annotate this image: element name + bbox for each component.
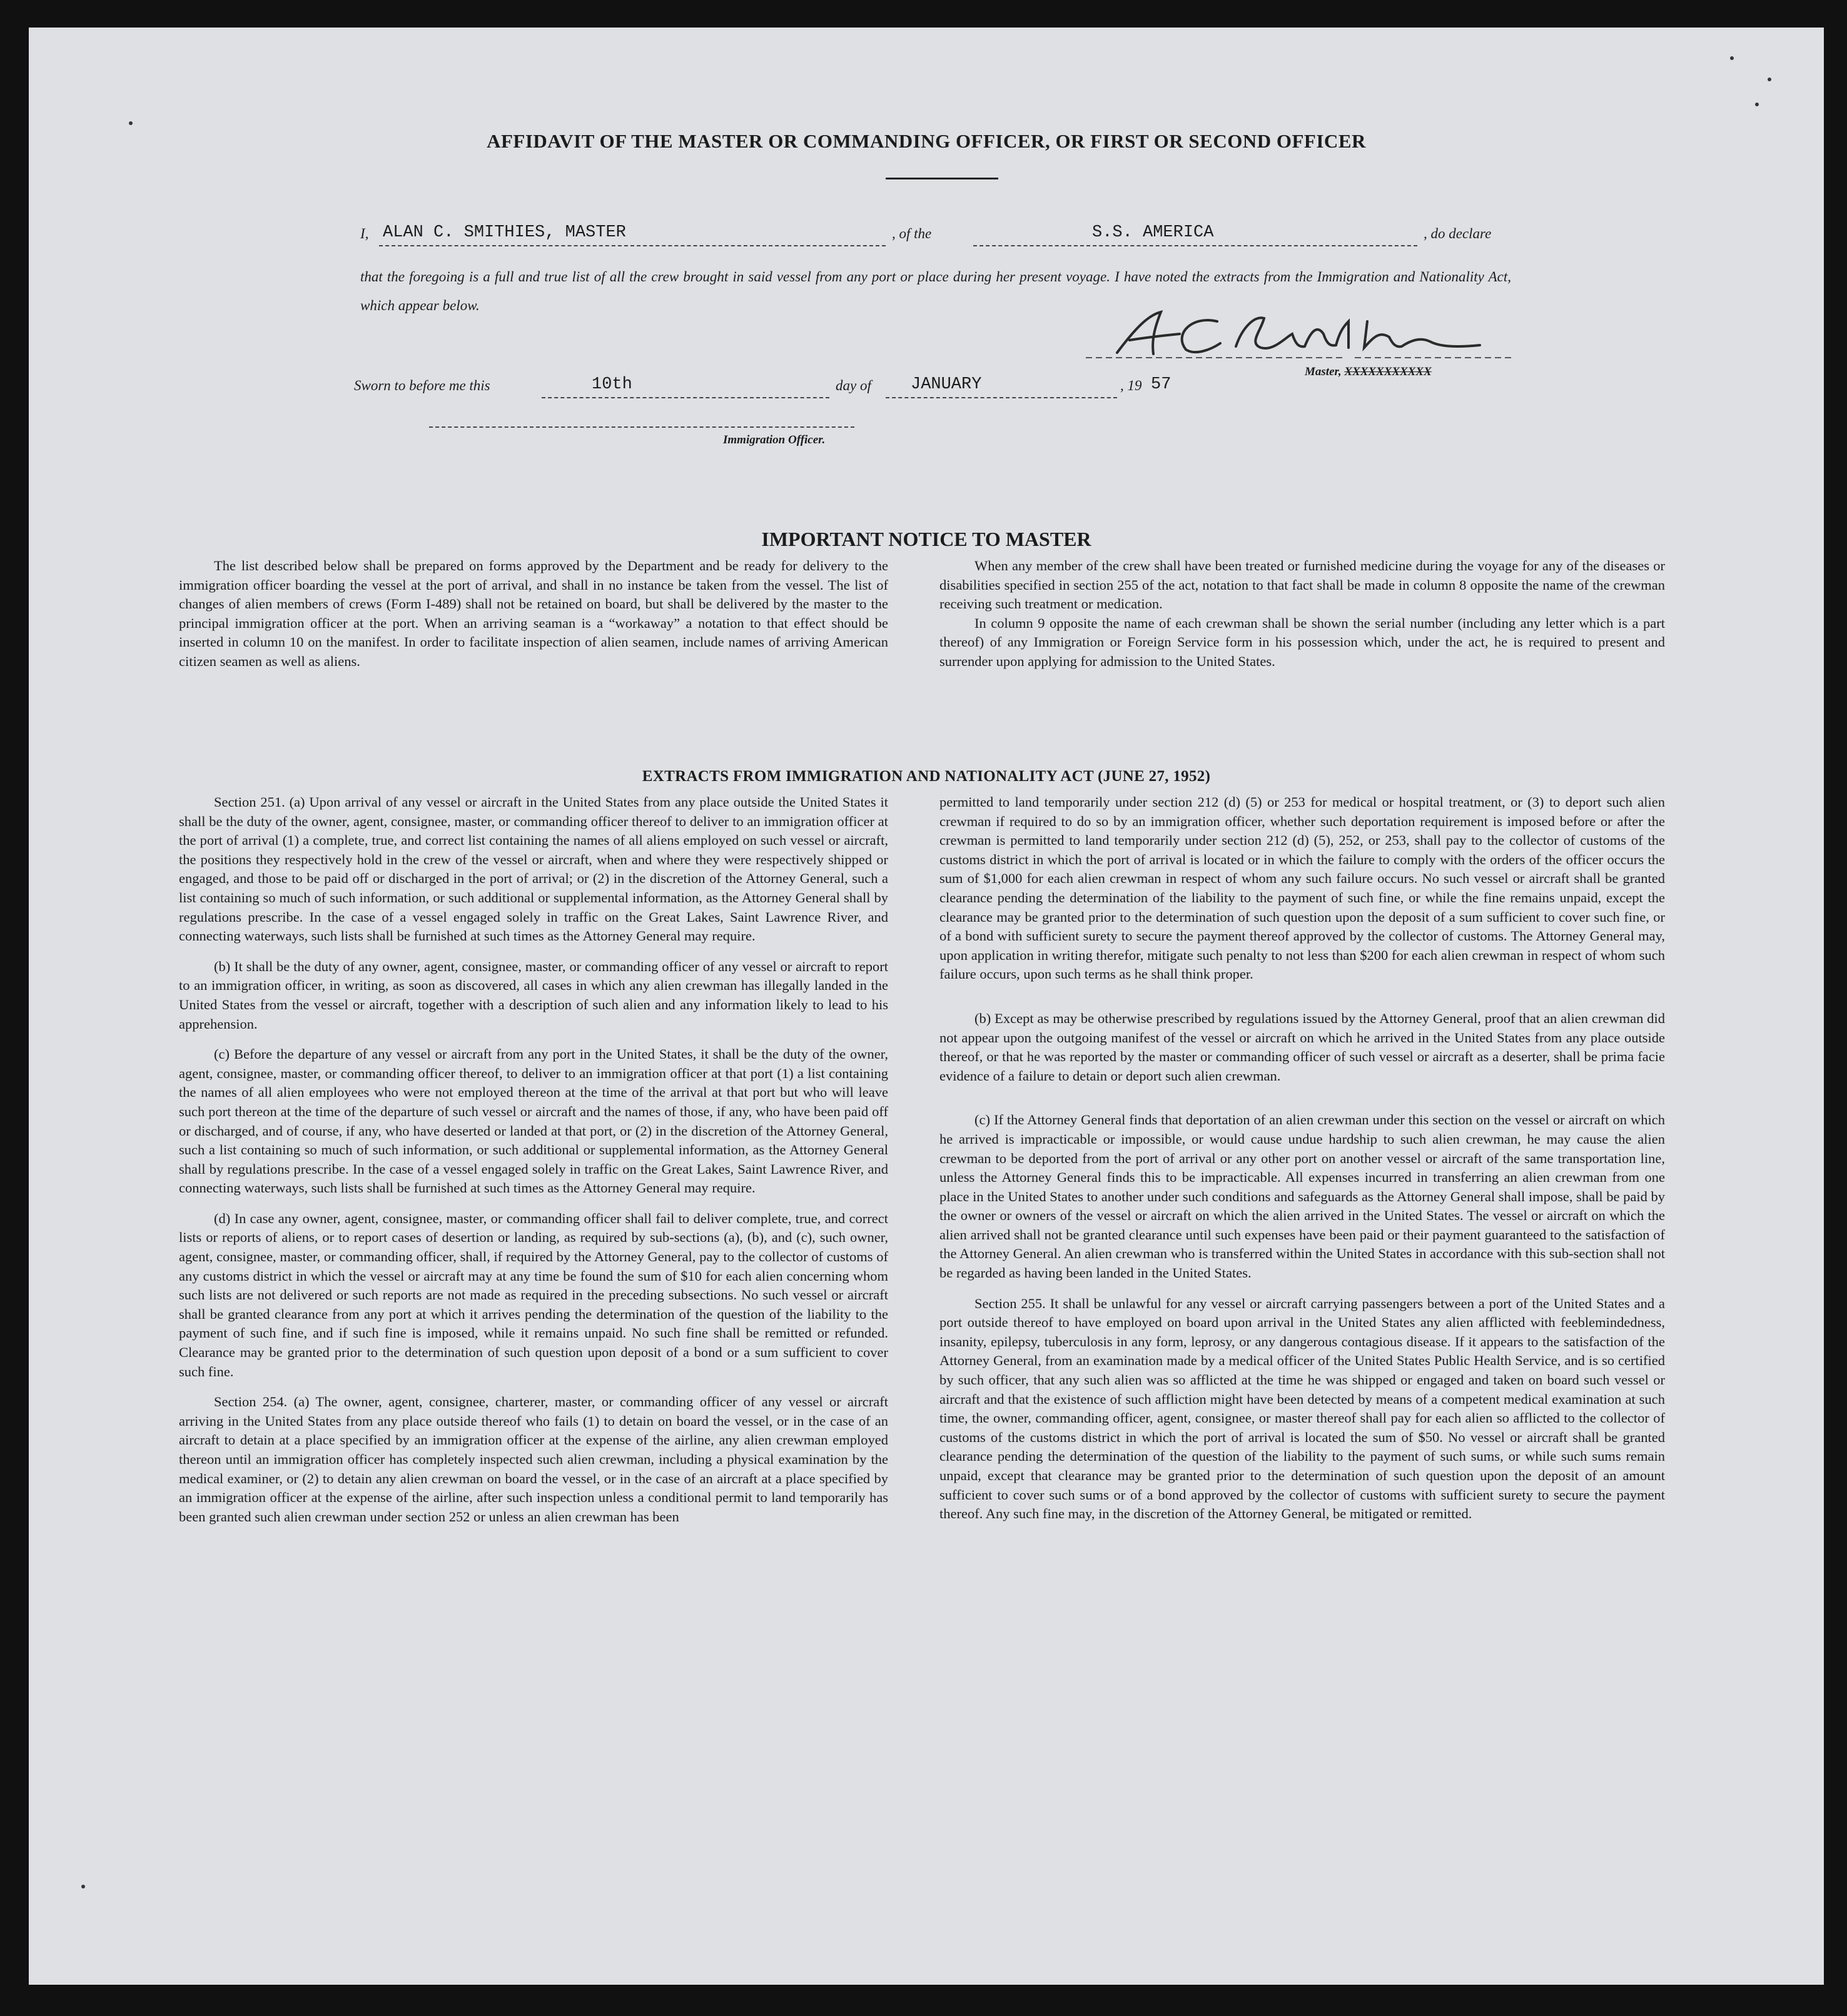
year-prefix: , 19 xyxy=(1120,378,1142,393)
section-251-a: Section 251. (a) Upon arrival of any vessel or aircraft in the United States from any place outside the United States it shall be the duty of the owner, agent, consignee, master, or commanding officer thereof to deliver to an immigration officer at the port of arrival (1) a complete, true, and correct list containing the names of all aliens employed on such vessel or aircraft, the positions they respectively hold in the crew of the vessel or aircraft, when and where they were respectively shipped or engaged, and those to be paid off or discharged in the port of arrival; or (2) in the discretion of the Attorney General, such a list containing so much of such information, or such additional or supplemental information, as the Attorney General shall by regulations prescribe. In the case of a vessel engaged solely in traffic on the Great Lakes, Saint Lawrence River, and connecting waterways, such lists shall be furnished at such times as the Attorney General may require. xyxy=(179,794,888,944)
section-254-c: (c) If the Attorney General finds that deportation of an alien crewman under this section on the vessel or aircraft on which he arrived is impracticable or impossible, or would cause undue hardship to such alien crewman, he may cause the alien crewman to be deported from the port of arrival or any other port on another vessel or aircraft of the same transportation line, unless the Attorney General finds this to be impracticable. All expenses incurred in transferring an alien crewman from one place in the United States to another under such conditions and safeguards as the Attorney General shall impose, shall be paid by the owner or owners of the vessel or aircraft on which the alien arrived in the United States. The vessel or aircraft on which the alien arrived shall not be granted clearance until such expenses have been paid or their payment guaranteed to the satisfaction of the Attorney General. An alien crewman who is transferred within the United States in accordance with this sub-section shall not be regarded as having been landed in the United States. xyxy=(939,1112,1665,1281)
extracts-right-column xyxy=(939,793,1665,1524)
section-254-b: (b) Except as may be otherwise prescribed by regulations issued by the Attorney General, proof that an alien crewman did not appear upon the outgoing manifest of the vessel or aircraft on which he arrived in the United States from any place outside thereof, or that he was reported by the master or commanding officer of such vessel or aircraft as a deserter, shall be prima facie evidence of a failure to detain or deport such alien crewman. xyxy=(939,1010,1665,1084)
vessel-field[interactable] xyxy=(973,220,1417,246)
scan-speck xyxy=(1755,103,1759,106)
form-title: AFFIDAVIT OF THE MASTER OR COMMANDING OFFICER, OR FIRST OR SECOND OFFICER xyxy=(487,130,1366,152)
scan-speck xyxy=(1768,78,1771,81)
section-254-a-continued: permitted to land temporarily under section 212 (d) (5) or 253 for medical or hospital treatment, or (3) to deport such alien crewman if required to do so by an immigration officer, whether such deportation requirement is imposed before or after the crewman is permitted to land temporarily under section 212 (d) (5), 252, or 253, shall pay to the collector of customs of the customs district in which the port of arrival is located or in which the failure to comply with the orders of the officer occurs the sum of $1,000 for each alien crewman in respect of whom any such failure occurs. No such vessel or aircraft shall be granted clearance pending the determination of the liability to the payment of such fine, or while the fine remains unpaid, except the clearance may be granted prior to the determination of such question upon the deposit of a sum sufficient to cover such fine, or of a bond with sufficient surety to secure the payment thereof approved by the collector of customs. The Attorney General may, upon application in writing therefor, mitigate such penalty to not less than $200 for each alien crewman in respect of whom such failure occurs, upon such terms as he shall think proper. xyxy=(939,794,1665,982)
document-page xyxy=(29,28,1824,1985)
extracts-left-column xyxy=(179,793,888,1526)
struck-officer-title: XXXXXXXXXXX xyxy=(1344,365,1432,378)
notice-title: IMPORTANT NOTICE TO MASTER xyxy=(761,528,1091,550)
declaration-suffix: , do declare xyxy=(1424,226,1492,241)
declaration-body: that the foregoing is a full and true list of all the crew brought in said vessel from any port or place during her present voyage. I have noted the extracts from the Immigration and Nationality Act, which appear below. xyxy=(360,269,1511,313)
scan-speck xyxy=(1730,56,1734,60)
section-251-b: (b) It shall be the duty of any owner, agent, consignee, master, or commanding officer of any vessel or aircraft to report to an immigration officer, in writing, as soon as discovered, all cases in which any alien crewman has illegally landed in the United States from the vessel or aircraft, together with a description of such alien and any information likely to lead to his apprehension. xyxy=(179,958,888,1032)
immigration-officer-signature-line[interactable] xyxy=(429,401,854,428)
of-the-label: , of the xyxy=(892,226,932,241)
sworn-day-field[interactable] xyxy=(542,372,829,398)
day-of-label: day of xyxy=(836,378,871,393)
notice-left-paragraph: The list described below shall be prepared on forms approved by the Department and be ready for delivery to the immigration officer boarding the vessel at the port of arrival, and shall in no instance be taken from the vessel. The list of changes of alien members of crews (Form I-489) shall not be retained on board, but shall be delivered by the master to the principal immigration officer at the port. When an arriving seaman is a “workaway” a notation to that effect should be inserted in column 10 on the manifest. In order to facilitate inspection of alien seamen, include names of arriving American citizen seamen as well as aliens. xyxy=(179,558,888,669)
notice-left-column xyxy=(179,557,888,672)
vessel-value: S.S. AMERICA xyxy=(1092,223,1214,242)
sworn-year-field[interactable] xyxy=(1150,372,1181,397)
scan-speck xyxy=(81,1885,85,1888)
declarant-value: ALAN C. SMITHIES, MASTER xyxy=(383,223,626,242)
section-251-d: (d) In case any owner, agent, consignee, master, or commanding officer shall fail to deliver complete, true, and correct lists or reports of aliens, or to report cases of desertion or landing, as required by sub-sections (a), (b), and (c), such owner, agent, consignee, master, or commanding officer, shall, if required by the Attorney General, pay to the collector of customs of any customs district in which the vessel or aircraft may at any time be found the sum of $10 for each alien concerning whom such lists are not delivered or such reports are not made as required in the preceding subsections. No such vessel or aircraft shall be granted clearance from any port at which it arrives pending the determination of the question of the liability to the payment of such fine, and if such fine is imposed, while it remains unpaid. No such fine shall be remitted or refunded. Clearance may be granted prior to the determination of such question upon deposit of a bond or a sum sufficient to cover such fine. xyxy=(179,1210,888,1379)
section-255: Section 255. It shall be unlawful for any vessel or aircraft carrying passengers between a port of the United States and a port outside thereof to have employed on board upon arrival in the United States any alien afflicted with feeblemindedness, insanity, epilepsy, tuberculosis in any form, leprosy, or any dangerous contagious disease. If it appears to the satisfaction of the Attorney General, from an examination made by a medical officer of the United States Public Health Service, and is so certified by such officer, that any such alien was so afflicted at the time he was shipped or engaged and taken on board such vessel or aircraft and that the existence of such affliction might have been detected by means of a competent medical examination at such time, the owner, commanding officer, agent, consignee, or master thereof shall pay for each alien so afflicted to the collector of customs of the customs district in which the port of arrival is located the sum of $50. No vessel or aircraft shall be granted clearance pending the determination of the question of the liability to the payment of such sums, or while such sums remain unpaid, except that clearance may be granted prior to the determination of such question upon the deposit of an amount sufficient to cover such sums or of a bond approved by the collector of customs with sufficient surety to secure the payment thereof. Any such fine may, in the discretion of the Attorney General, be mitigated or remitted. xyxy=(939,1295,1665,1522)
sworn-day-value: 10th xyxy=(592,375,632,394)
declarant-field[interactable] xyxy=(379,220,886,246)
signature-mark xyxy=(1080,303,1517,371)
declaration-prefix: I, xyxy=(360,226,369,241)
immigration-officer-caption: Immigration Officer. xyxy=(723,433,826,446)
sworn-month-field[interactable] xyxy=(886,372,1117,398)
section-251-c: (c) Before the departure of any vessel or aircraft from any port in the United States, it shall be the duty of the owner, agent, consignee, master, or commanding officer thereof, to deliver to an immigration officer at that port (1) a list containing the names of all alien employees who were not employed thereon at the time of the arrival at that port but who will leave such port thereon at the time of the departure of such vessel or aircraft and the names of those, if any, who have been paid off or discharged, and of course, if any, who have deserted or landed at that port, or (2) in the discretion of the Attorney General, such a list containing so much of such information, or such additional or supplemental information, as the Attorney General shall by regulations prescribe. In the case of a vessel engaged solely in traffic on the Great Lakes, Saint Lawrence River, and connecting waterways, such lists shall be furnished at such times as the Attorney General may require. xyxy=(179,1046,888,1196)
notice-right-paragraph-1: When any member of the crew shall have been treated or furnished medicine during the voyage for any of the diseases or disabilities specified in section 255 of the act, notation to that fact shall be made in column 8 opposite the name of the crewman receiving such treatment or medication. xyxy=(939,558,1665,612)
section-254-a: Section 254. (a) The owner, agent, consignee, charterer, master, or commanding officer of any vessel or aircraft arriving in the United States from any place outside thereof who fails (1) to detain on board the vessel, or in the case of an aircraft to detain at a place specified by an immigration officer at the expense of the airline, any alien crewman employed thereon until an immigration officer has completely inspected such alien crewman, including a physical examination by the medical examiner, or (2) to detain any alien crewman on board the vessel, or in the case of an aircraft at a place specified by an immigration officer at the expense of the airline, after such inspection unless a conditional permit to land temporarily has been granted such alien crewman under section 252 or unless an alien crewman has been xyxy=(179,1394,888,1525)
master-label: Master, xyxy=(1305,365,1342,378)
scan-speck xyxy=(129,121,133,125)
signature-caption xyxy=(1305,365,1432,379)
notice-right-column xyxy=(939,557,1665,672)
title-divider xyxy=(886,178,998,179)
sworn-prefix: Sworn to before me this xyxy=(354,378,490,393)
extracts-title: EXTRACTS FROM IMMIGRATION AND NATIONALITY ACT (JUNE 27, 1952) xyxy=(642,768,1211,785)
declaration-row xyxy=(360,215,1517,253)
sworn-year-value: 57 xyxy=(1151,375,1171,394)
sworn-month-value: JANUARY xyxy=(911,375,982,394)
notice-right-paragraph-2: In column 9 opposite the name of each crewman shall be shown the serial number (including any letter which is a part thereof) of any Immigration or Foreign Service form in his possession which, under the act, he is required to present and surrender upon applying for admission to the United States. xyxy=(939,615,1665,669)
